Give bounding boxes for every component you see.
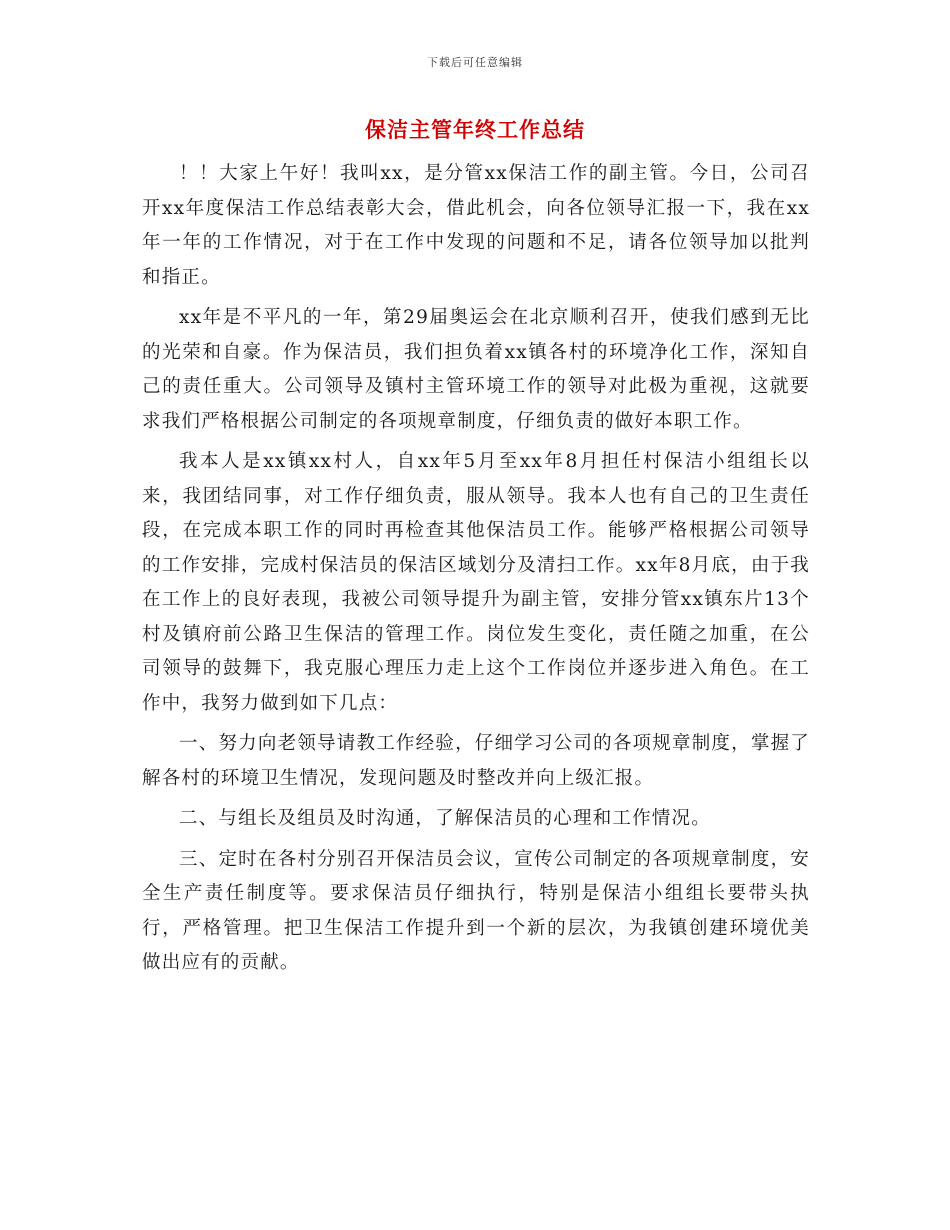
paragraph-point-two: 二、与组长及组员及时沟通，了解保洁员的心理和工作情况。: [179, 808, 711, 829]
paragraph-greeting: ！！大家上午好！我叫xx，是分管xx保洁工作的副主管。今日，公司召开xx年度保洁工作总结表彰大会，借此机会，向各位领导汇报一下，我在xx年一年的工作情况，对于在工作中发现的问题和不足，请各位领导加以批判和指正。: [142, 163, 810, 288]
paragraph-point-one: 一、努力向老领导请教工作经验，仔细学习公司的各项规章制度，掌握了解各村的环境卫生情况，发现问题及时整改并向上级汇报。: [142, 733, 810, 789]
header-note: 下载后可任意编辑: [427, 56, 523, 69]
paragraph-personal: 我本人是xx镇xx村人，自xx年5月至xx年8月担任村保洁小组组长以来，我团结同事，对工作仔细负责，服从领导。我本人也有自己的卫生责任段，在完成本职工作的同时再检查其他保洁员工作。能够严格根据公司领导的工作安排，完成村保洁员的保洁区域划分及清扫工作。xx年8月底，由于我在工作上的良好表现，我被公司领导提升为副主管，安排分管xx镇东片13个村及镇府前公路卫生保洁的管理工作。岗位发生变化，责任随之加重，在公司领导的鼓舞下，我克服心理压力走上这个工作岗位并逐步进入角色。在工作中，我努力做到如下几点：: [142, 451, 810, 714]
paragraph-background: xx年是不平凡的一年，第29届奥运会在北京顺利召开，使我们感到无比的光荣和自豪。作为保洁员，我们担负着xx镇各村的环境净化工作，深知自己的责任重大。公司领导及镇村主管环境工作的领导对此极为重视，这就要求我们严格根据公司制定的各项规章制度，仔细负责的做好本职工作。: [142, 307, 810, 432]
document-body: [142, 157, 810, 987]
paragraph-point-three: 三、定时在各村分别召开保洁员会议，宣传公司制定的各项规章制度，安全生产责任制度等。要求保洁员仔细执行，特别是保洁小组组长要带头执行，严格管理。把卫生保洁工作提升到一个新的层次，为我镇创建环境优美做出应有的贡献。: [142, 848, 810, 973]
document-title: 保洁主管年终工作总结: [365, 117, 585, 142]
